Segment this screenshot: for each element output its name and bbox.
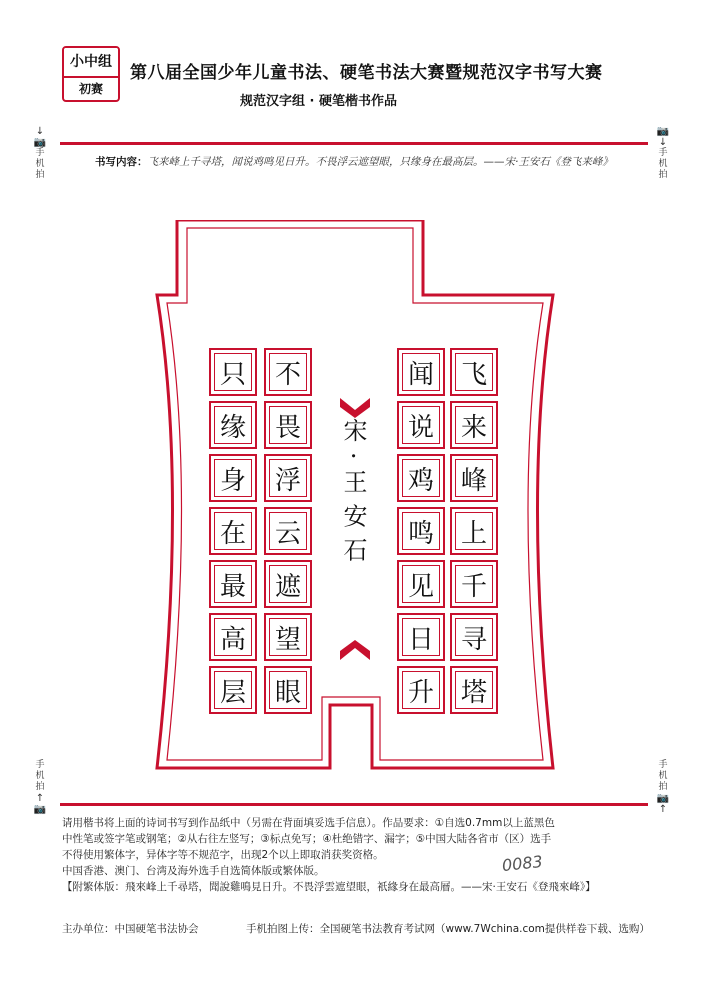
grid-char: 层: [219, 677, 246, 708]
requirements-line: 【附繁体版：飛來峰上千尋塔，聞說雞鳴見日升。不畏浮雲遮望眼，祇緣身在最高層。——宋·王安石《登飛來峰》】: [62, 881, 596, 893]
grid-char: 升: [407, 677, 434, 708]
grid-char: 闻: [407, 359, 434, 390]
side-label-bottom-right: [656, 760, 670, 815]
grid-char: 高: [219, 624, 246, 655]
grid-char: 望: [274, 624, 301, 655]
grid-char: 寻: [460, 624, 487, 655]
grid-char: 只: [219, 359, 246, 390]
grid-char: 上: [460, 518, 487, 549]
grid-cell: [264, 613, 312, 661]
grid-cell: [209, 348, 257, 396]
grid-cell: [264, 560, 312, 608]
grid-cell: [450, 613, 498, 661]
grid-char: 缘: [219, 412, 246, 443]
grid-cell: [264, 348, 312, 396]
grid-cell: [264, 666, 312, 714]
camera-down-icon: ↓📷: [33, 126, 47, 148]
camera-up-icon: ↑📷: [33, 793, 47, 815]
grid-cell: [397, 348, 445, 396]
grid-cell: [264, 454, 312, 502]
grid-char: 鸡: [407, 465, 434, 496]
requirements-block: [62, 815, 662, 895]
grid-char: 塔: [460, 677, 487, 708]
requirements-line: 中国香港、澳门、台湾及海外选手自选简体版或繁体版。: [62, 865, 325, 877]
footer-upload: 手机拍图上传：全国硬笔书法教育考试网（www.7Wchina.com提供样卷下载、选购）: [246, 923, 650, 935]
content-line: [95, 154, 660, 169]
grid-char: 来: [460, 412, 487, 443]
top-ornament: [340, 398, 370, 418]
author-signature: 宋·王安石: [339, 418, 367, 572]
handwritten-number: 0083: [501, 851, 544, 876]
grid-cell: [264, 401, 312, 449]
grid-cell: [450, 348, 498, 396]
grid-char: 不: [274, 359, 301, 390]
side-label-text: 手机拍: [658, 148, 668, 180]
grid-cell: [397, 560, 445, 608]
badge-bottom-label: 初赛: [78, 82, 103, 96]
side-label-text: 手机拍: [35, 760, 45, 792]
grid-cell: [450, 507, 498, 555]
page-title: 第八届全国少年儿童书法、硬笔书法大赛暨规范汉字书写大赛: [130, 63, 603, 83]
grid-char: 飞: [460, 359, 487, 390]
grid-char: 最: [219, 571, 246, 602]
grid-char: 说: [407, 412, 434, 443]
grid-cell: [209, 666, 257, 714]
grid-char: 身: [219, 465, 246, 496]
camera-up-icon: 📷↑: [656, 793, 670, 815]
requirements-line: 请用楷书将上面的诗词书写到作品纸中（另需在背面填妥选手信息）。作品要求：①自选0.7mm以上蓝黑色: [62, 817, 555, 829]
grid-char: 见: [407, 571, 434, 602]
requirements-line: 不得使用繁体字，异体字等不规范字，出现2个以上即取消获奖资格。: [62, 849, 384, 861]
requirements-line: 中性笔或签字笔或钢笔；②从右往左竖写；③标点免写；④杜绝错字、漏字；⑤中国大陆各省市（区）选手: [62, 833, 552, 845]
top-rule: [60, 142, 648, 145]
badge-top-label: 小中组: [64, 48, 118, 78]
bottom-ornament: [340, 640, 370, 660]
grid-char: 云: [274, 518, 301, 549]
grid-cell: [450, 666, 498, 714]
grid-char: 畏: [274, 412, 301, 443]
grid-cell: [450, 401, 498, 449]
camera-down-icon: 📷↓: [656, 126, 670, 148]
content-label: 书写内容：: [95, 156, 148, 168]
grid-char: 在: [219, 518, 246, 549]
grid-char: 鸣: [407, 518, 434, 549]
grid-cell: [397, 613, 445, 661]
grid-char: 遮: [274, 571, 301, 602]
grid-cell: [209, 401, 257, 449]
grid-cell: [397, 666, 445, 714]
bottom-rule: [60, 803, 648, 806]
grid-char: 千: [460, 571, 487, 602]
grid-char: 峰: [460, 465, 487, 496]
page-subtitle: 规范汉字组 · 硬笔楷书作品: [240, 94, 397, 109]
side-label-top-left: [33, 126, 47, 181]
grid-cell: [264, 507, 312, 555]
grid-char: 浮: [274, 465, 301, 496]
side-label-bottom-left: [33, 760, 47, 815]
grid-cell: [397, 507, 445, 555]
side-label-text: 手机拍: [35, 148, 45, 180]
grid-cell: [209, 560, 257, 608]
grid-cell: [397, 454, 445, 502]
side-label-text: 手机拍: [658, 760, 668, 792]
grid-cell: [397, 401, 445, 449]
grid-cell: [450, 454, 498, 502]
group-badge: [62, 46, 120, 102]
grid-char: 日: [407, 624, 434, 655]
content-text: 飞来峰上千寻塔，闻说鸡鸣见日升。不畏浮云遮望眼，只缘身在最高层。——宋·王安石《登飞来峰》: [147, 156, 613, 168]
grid-cell: [209, 454, 257, 502]
grid-cell: [209, 613, 257, 661]
footer-organizer: 主办单位：中国硬笔书法协会: [62, 923, 199, 935]
grid-char: 眼: [274, 677, 301, 708]
grid-cell: [450, 560, 498, 608]
grid-cell: [209, 507, 257, 555]
